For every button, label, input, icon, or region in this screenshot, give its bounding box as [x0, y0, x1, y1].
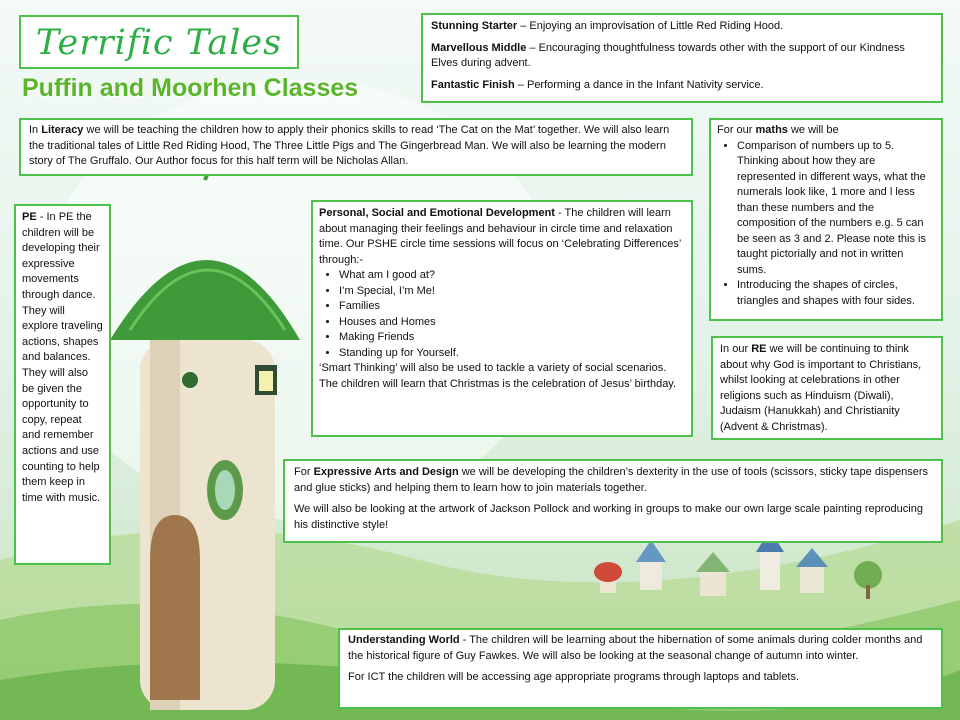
list-item: • I’m Special, I’m Me!: [339, 284, 685, 300]
list-item: • Making Friends: [339, 330, 685, 346]
page-subtitle: Puffin and Moorhen Classes: [22, 74, 359, 102]
starter-line: Stunning Starter – Enjoying an improvisation of Little Red Riding Hood.: [431, 20, 784, 32]
list-item: • Standing up for Yourself.: [339, 346, 685, 362]
maths-box: For our maths we will be • Comparison of numbers up to 5. Thinking about how they are represented in different ways, what the numerals look like, 1 more and l less than these numbers and the composition of the numbers e.g. 5 can be seen as 3 and 2. Please note this is taught pictorially and not in written sums. • Introducing the shapes of circles, triangles and shapes with four sides.: [709, 118, 943, 321]
list-item: • Houses and Homes: [339, 315, 685, 331]
list-item: • Introducing the shapes of circles, triangles and shapes with four sides.: [737, 278, 935, 309]
pshe-box: Personal, Social and Emotional Development - The children will learn about managing their feelings and behaviour in circle time and relaxation time. Our PSHE circle time sessions will focus on ‘Celebrating Differences’ through:- • What am I good at? • I’m Special, I’m Me! • Families • Houses and Homes • Making Friends • Standing up for Yourself. ‘Smart Thinking’ will also be used to tackle a variety of social scenarios. The children will learn that Christmas is the celebration of Jesus’ birthday.: [311, 200, 693, 437]
overview-box: [421, 13, 943, 103]
ead-box: For Expressive Arts and Design we will be developing the children’s dexterity in the use of tools (scissors, sticky tape dispensers and glue sticks) and helping them to learn how to join materials together. We will also be looking at the artwork of Jackson Pollock and working in groups to make our own large scale painting reproducing his distinctive style!: [283, 459, 943, 543]
list-item: • What am I good at?: [339, 268, 685, 284]
re-box: In our RE we will be continuing to think about why God is important to Christians, whilst looking at celebrations in other religions such as Hinduism (Diwali), Judaism (Hanukkah) and Christianity (Advent & Christmas).: [711, 336, 943, 440]
list-item: • Families: [339, 299, 685, 315]
title-banner: [19, 15, 299, 69]
finish-line: Fantastic Finish – Performing a dance in the Infant Nativity service.: [431, 78, 764, 91]
pe-box: PE - In PE the children will be developing their expressive movements through dance. They will explore traveling actions, shapes and balances. They will also be given the opportunity to copy, repeat and remember actions and use counting to help them keep in time with music.: [14, 204, 111, 565]
literacy-box: In Literacy we will be teaching the children how to apply their phonics skills to read ‘The Cat on the Mat’ together. We will also learn the traditional tales of Little Red Riding Hood, The Three Little Pigs and The Gingerbread Man. We will also be learning the modern story of The Gruffalo. Our Author focus for this half term will be Nicholas Allan.: [19, 118, 693, 176]
list-item: • Comparison of numbers up to 5. Thinking about how they are represented in different ways, what the numerals look like, 1 more and l less than these numbers and the composition of the numbers e.g. 5 can be seen as 3 and 2. Please note this is taught pictorially and not in written sums.: [737, 139, 935, 279]
understanding-world-box: Understanding World - The children will be learning about the hibernation of some animals during colder months and the historical figure of Guy Fawkes. We will also be looking at the seasonal change of autumn into winter. For ICT the children will be accessing age appropriate programs through laptops and tablets.: [338, 628, 943, 709]
middle-line: Marvellous Middle – Encouraging thoughtfulness towards other with the support of our Kindness Elves during advent.: [431, 41, 905, 69]
page-title: Terrific Tales: [35, 23, 283, 63]
